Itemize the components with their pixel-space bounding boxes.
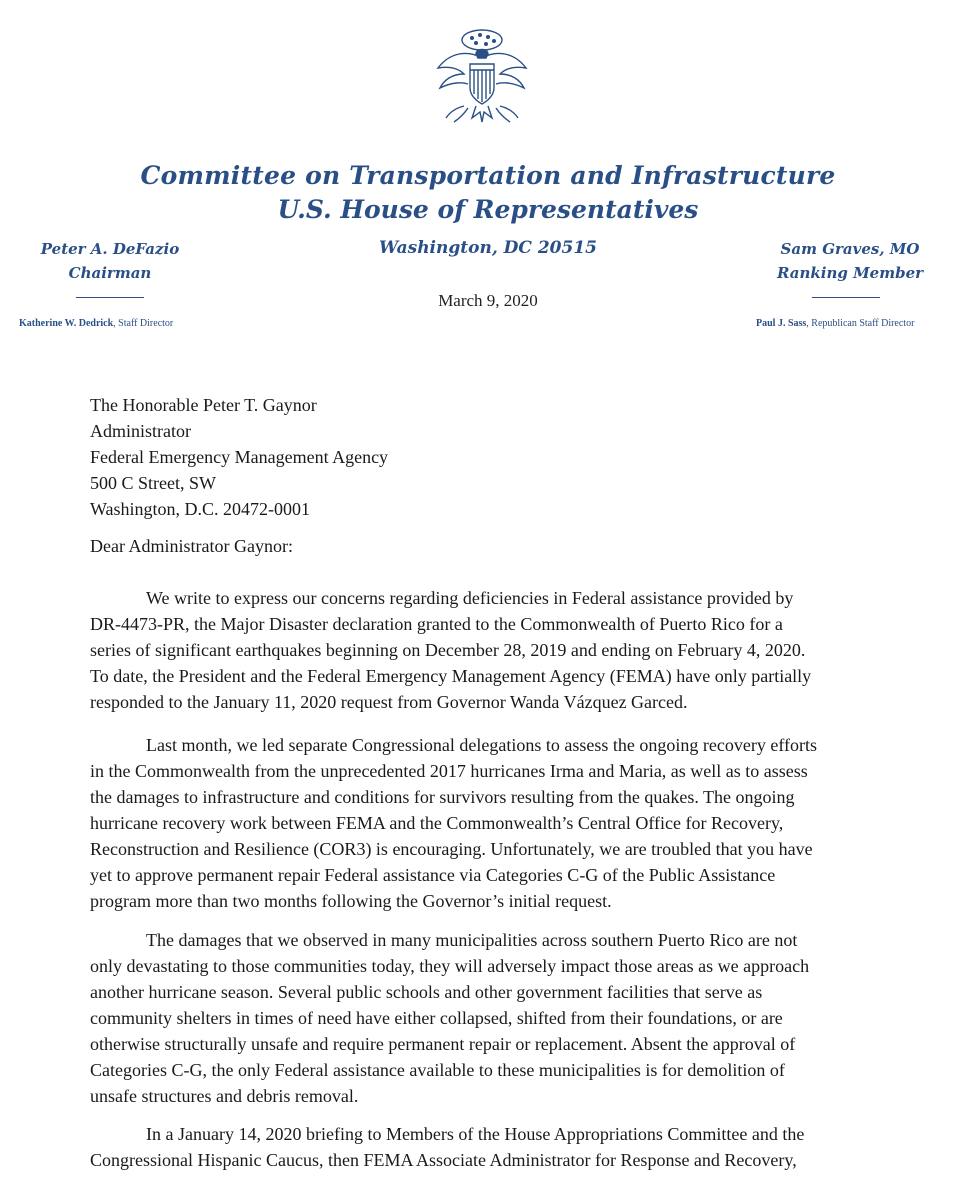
- staff-director-right: [756, 318, 914, 329]
- staff-director-name: Katherine W. Dedrick: [19, 318, 114, 329]
- paragraph-line: in the Commonwealth from the unprecedented 2017 hurricanes Irma and Maria, as well as to assess: [90, 761, 808, 781]
- ranking-member-title: Ranking Member: [776, 264, 924, 282]
- paragraph-line: program more than two months following the Governor’s initial request.: [90, 891, 612, 911]
- paragraph-2: [90, 732, 910, 914]
- paragraph-line: Congressional Hispanic Caucus, then FEMA Associate Administrator for Response and Recovery,: [90, 1150, 797, 1170]
- paragraph-line: only devastating to those communities today, they will adversely impact those areas as we approach: [90, 956, 810, 976]
- paragraph-line: yet to approve permanent repair Federal assistance via Categories C-G of the Public Assistance: [90, 865, 776, 885]
- paragraph-line: To date, the President and the Federal Emergency Management Agency (FEMA) have only partially: [90, 666, 812, 686]
- staff-director-left: [19, 318, 173, 329]
- committee-name: Committee on Transportation and Infrastructure: [140, 161, 836, 190]
- address-line: Administrator: [90, 421, 191, 441]
- paragraph-line: Categories C-G, the only Federal assistance available to these municipalities is for demolition of: [90, 1060, 785, 1080]
- address-line: Federal Emergency Management Agency: [90, 447, 389, 467]
- paragraph-line: community shelters in times of need have either collapsed, shifted from their foundations, or are: [90, 1008, 783, 1028]
- chairman-title: Chairman: [68, 264, 152, 282]
- chairman-block: [20, 237, 200, 285]
- paragraph-line: the damages to infrastructure and conditions for survivors resulting from the quakes. The ongoing: [90, 787, 795, 807]
- paragraph-line: Reconstruction and Resilience (COR3) is encouraging. Unfortunately, we are troubled that you have: [90, 839, 813, 859]
- paragraph-line: We write to express our concerns regarding deficiencies in Federal assistance provided by: [146, 588, 794, 608]
- paragraph-line: hurricane recovery work between FEMA and the Commonwealth’s Central Office for Recovery,: [90, 813, 784, 833]
- ranking-member-block: [760, 237, 940, 285]
- chairman-name: Peter A. DeFazio: [40, 240, 180, 258]
- paragraph-line: Last month, we led separate Congressional delegations to assess the ongoing recovery efforts: [146, 735, 817, 755]
- address-line: The Honorable Peter T. Gaynor: [90, 395, 317, 415]
- paragraph-line: otherwise structurally unsafe and require permanent repair or replacement. Absent the approval of: [90, 1034, 796, 1054]
- paragraph-3: [90, 927, 910, 1109]
- republican-staff-director-title: , Republican Staff Director: [806, 318, 915, 329]
- address-line: Washington, D.C. 20472-0001: [90, 499, 311, 519]
- committee-address: Washington, DC 20515: [379, 238, 597, 258]
- paragraph-4: [90, 1121, 910, 1173]
- paragraph-line: another hurricane season. Several public schools and other government facilities that serve as: [90, 982, 763, 1002]
- great-seal-eagle-icon: [428, 22, 536, 130]
- paragraph-line: responded to the January 11, 2020 request from Governor Wanda Vázquez Garced.: [90, 692, 688, 712]
- house-of-representatives: U.S. House of Representatives: [277, 195, 699, 224]
- ranking-member-name: Sam Graves, MO: [780, 240, 920, 258]
- staff-director-title: , Staff Director: [113, 318, 174, 329]
- paragraph-line: In a January 14, 2020 briefing to Members of the House Appropriations Committee and the: [146, 1124, 805, 1144]
- paragraph-line: series of significant earthquakes beginning on December 28, 2019 and ending on February 4, 2020.: [90, 640, 806, 660]
- salutation: Dear Administrator Gaynor:: [90, 536, 293, 556]
- paragraph-line: The damages that we observed in many municipalities across southern Puerto Rico are not: [146, 930, 798, 950]
- republican-staff-director-name: Paul J. Sass: [756, 318, 807, 329]
- paragraph-1: [90, 585, 910, 715]
- paragraph-line: DR-4473-PR, the Major Disaster declaration granted to the Commonwealth of Puerto Rico for a: [90, 614, 783, 634]
- paragraph-line: unsafe structures and debris removal.: [90, 1086, 359, 1106]
- address-line: 500 C Street, SW: [90, 473, 216, 493]
- recipient-address: [90, 392, 388, 522]
- letter-date: March 9, 2020: [438, 291, 538, 310]
